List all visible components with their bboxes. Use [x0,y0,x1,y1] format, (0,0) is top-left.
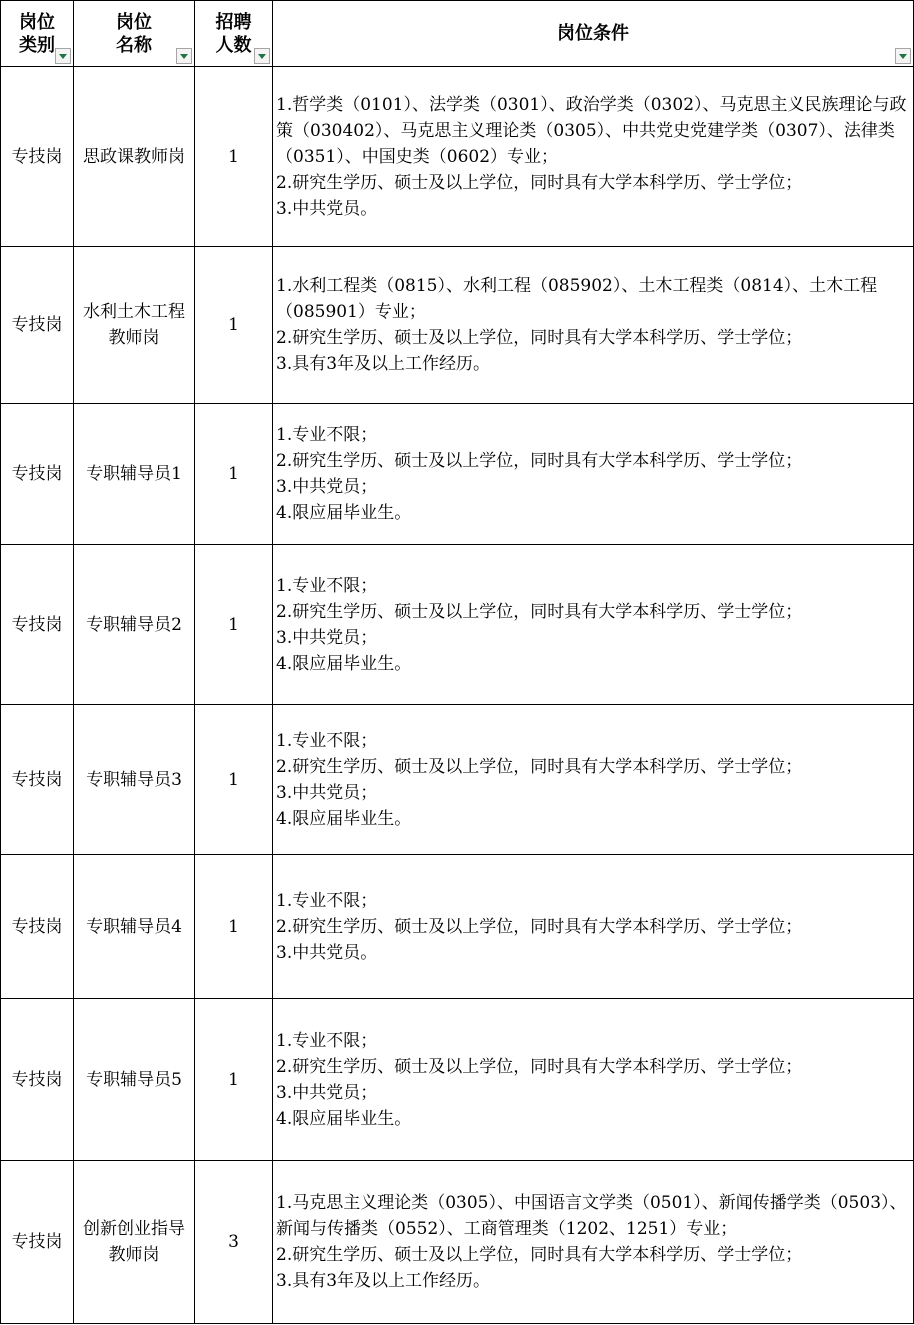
condition-line: 4.限应届毕业生。 [276,1108,412,1129]
cell-category: 专技岗 [1,705,74,855]
cell-count: 3 [195,1161,273,1324]
table-row [1,247,914,404]
cell-count: 1 [195,999,273,1161]
condition-line: 2.研究生学历、硕士及以上学位，同时具有大学本科学历、学士学位； [276,916,803,937]
cell-name: 思政课教师岗 [74,67,195,247]
cell-count: 1 [195,247,273,404]
condition-line: 3.具有3年及以上工作经历。 [276,354,491,374]
cell-category: 专技岗 [1,404,74,545]
cell-category: 专技岗 [1,67,74,247]
table-row [1,545,914,705]
condition-line: 1.水利工程类（0815）、水利工程（085902）、土木工程类（0814）、土木工程（085901）专业； [276,276,878,322]
condition-line: 3.中共党员； [276,477,378,497]
cell-name: 专职辅导员5 [74,999,195,1161]
cell-conditions [273,855,914,999]
header-conditions: 岗位条件 [273,1,914,67]
cell-name: 专职辅导员3 [74,705,195,855]
condition-line: 1.马克思主义理论类（0305）、中国语言文学类（0501）、新闻传播学类（0503）、新闻与传播类（0552）、工商管理类（1202、1251）专业； [276,1193,907,1239]
condition-line: 3.中共党员； [276,627,378,648]
condition-line: 2.研究生学历、硕士及以上学位，同时具有大学本科学历、学士学位； [276,1056,803,1077]
condition-line: 2.研究生学历、硕士及以上学位，同时具有大学本科学历、学士学位； [276,328,803,348]
cell-count: 1 [195,67,273,247]
table-row [1,999,914,1161]
table-row [1,67,914,247]
condition-line: 1.专业不限； [276,425,378,445]
cell-conditions [273,999,914,1161]
cell-count: 1 [195,404,273,545]
condition-line: 2.研究生学历、硕士及以上学位，同时具有大学本科学历、学士学位； [276,1245,803,1265]
condition-line: 4.限应届毕业生。 [276,503,412,523]
condition-line: 1.专业不限； [276,730,378,751]
header-row [1,1,914,67]
condition-line: 3.中共党员。 [276,942,378,963]
cell-conditions [273,404,914,545]
condition-line: 1.哲学类（0101）、法学类（0301）、政治学类（0302）、马克思主义民族理论与政策（030402）、马克思主义理论类（0305）、中共党史党建学类（0307）、法律类（0351）、中国史类（0602）专业； [276,94,907,167]
cell-count: 1 [195,705,273,855]
condition-line: 4.限应届毕业生。 [276,808,412,829]
condition-line: 1.专业不限； [276,1030,378,1051]
condition-line: 3.中共党员； [276,782,378,803]
filter-dropdown-icon[interactable] [895,48,911,64]
filter-dropdown-icon[interactable] [55,48,71,64]
cell-conditions [273,545,914,705]
cell-conditions [273,705,914,855]
table-row [1,1161,914,1324]
cell-conditions [273,247,914,404]
cell-name: 创新创业指导教师岗 [74,1161,195,1324]
condition-line: 2.研究生学历、硕士及以上学位，同时具有大学本科学历、学士学位； [276,451,803,471]
cell-name: 专职辅导员2 [74,545,195,705]
cell-conditions [273,67,914,247]
cell-category: 专技岗 [1,1161,74,1324]
condition-line: 2.研究生学历、硕士及以上学位，同时具有大学本科学历、学士学位； [276,601,803,622]
cell-conditions [273,1161,914,1324]
cell-name: 专职辅导员4 [74,855,195,999]
condition-line: 1.专业不限； [276,890,378,911]
condition-line: 2.研究生学历、硕士及以上学位，同时具有大学本科学历、学士学位； [276,172,803,193]
condition-line: 3.具有3年及以上工作经历。 [276,1271,491,1291]
cell-category: 专技岗 [1,855,74,999]
filter-dropdown-icon[interactable] [176,48,192,64]
filter-dropdown-icon[interactable] [254,48,270,64]
cell-name: 专职辅导员1 [74,404,195,545]
condition-line: 3.中共党员； [276,1082,378,1103]
cell-name: 水利土木工程教师岗 [74,247,195,404]
header-category: 岗位 类别 [1,1,74,67]
cell-category: 专技岗 [1,247,74,404]
cell-category: 专技岗 [1,545,74,705]
cell-count: 1 [195,545,273,705]
table-row [1,855,914,999]
cell-count: 1 [195,855,273,999]
table-row [1,705,914,855]
condition-line: 2.研究生学历、硕士及以上学位，同时具有大学本科学历、学士学位； [276,756,803,777]
condition-line: 4.限应届毕业生。 [276,653,412,674]
cell-category: 专技岗 [1,999,74,1161]
table-row [1,404,914,545]
condition-line: 3.中共党员。 [276,198,378,219]
header-name: 岗位 名称 [74,1,195,67]
condition-line: 1.专业不限； [276,575,378,596]
header-count: 招聘 人数 [195,1,273,67]
